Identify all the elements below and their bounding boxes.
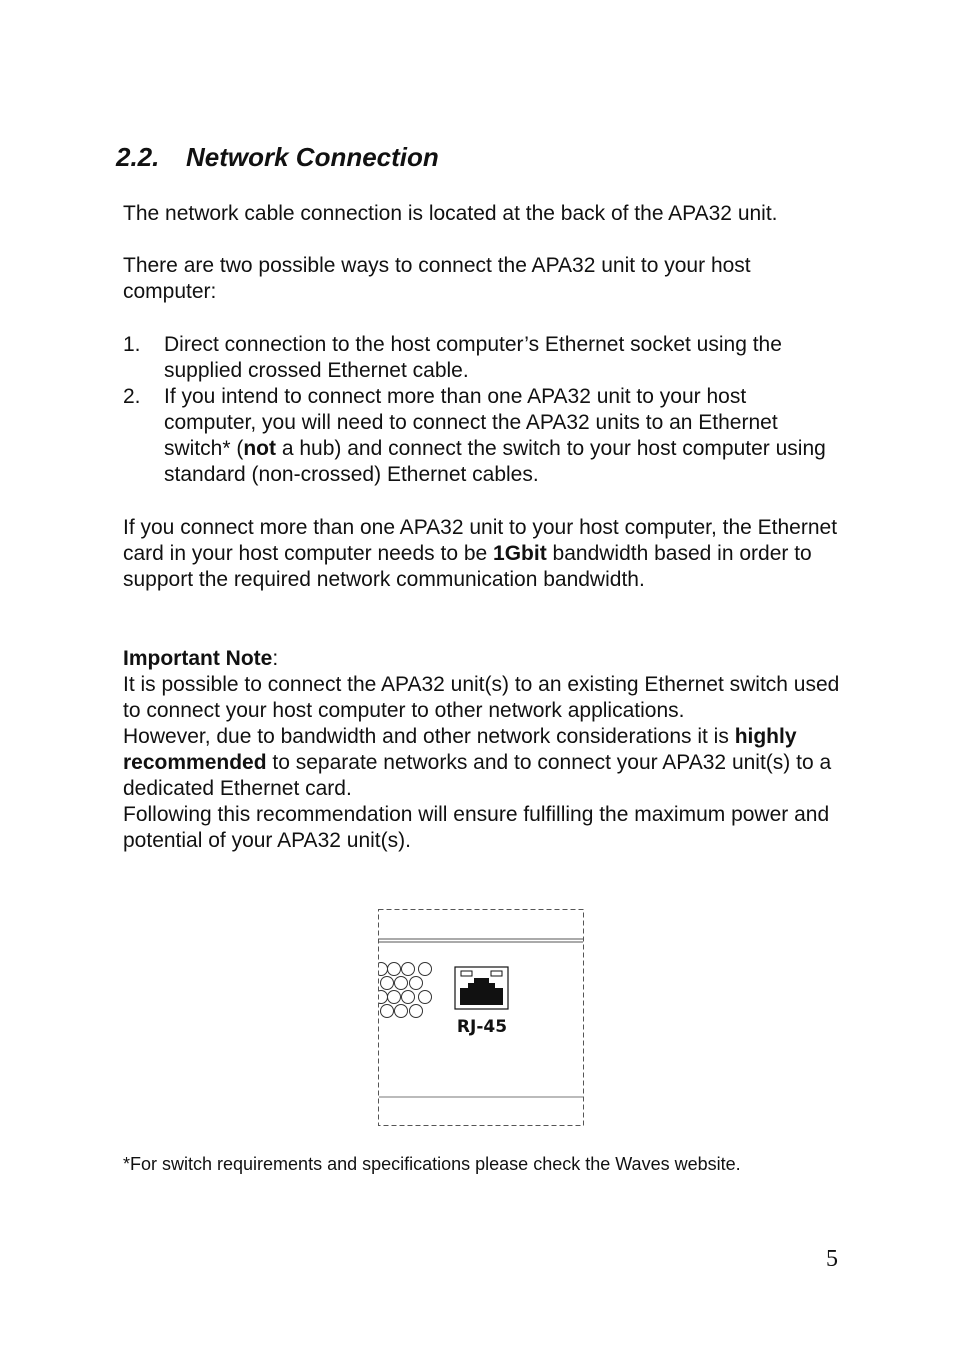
note-colon: :	[272, 647, 279, 670]
connection-ways-paragraph: There are two possible ways to connect the APA32 unit to your host computer:	[123, 254, 751, 303]
note-line-1: It is possible to connect the APA32 unit(s) to an existing Ethernet switch used to connect your host computer to other network applications.	[123, 673, 840, 722]
bandwidth-text: If you connect more than one APA32 unit to your host computer, the Ethernet card in your host computer needs to be	[123, 516, 838, 565]
important-note	[123, 646, 843, 854]
section-title: Network Connection	[186, 142, 439, 172]
list-item-text: If you intend to connect more than one APA32 unit to your host computer, you will need to connect the APA32 units to an Ethernet switch* (	[164, 385, 778, 460]
vent-holes-icon	[377, 963, 432, 1018]
connection-options-list	[123, 332, 843, 488]
list-item-emphasis: not	[243, 437, 277, 460]
rj45-port-icon	[455, 967, 508, 1009]
note-emphasis: highly recommended	[123, 725, 797, 774]
note-text: However, due to bandwidth and other network considerations it is	[123, 725, 735, 748]
note-line-3: Following this recommendation will ensure fulfilling the maximum power and potential of your APA32 unit(s).	[123, 803, 830, 852]
section-heading	[116, 142, 439, 173]
list-item-text-cont: a hub) and connect the switch to your host computer using standard (non-crossed) Ethernet cables.	[164, 437, 826, 486]
list-item	[123, 384, 843, 488]
section-number: 2.2.	[116, 142, 160, 172]
list-marker: 2.	[123, 385, 141, 408]
list-item-text: Direct connection to the host computer’s Ethernet socket using the supplied crossed Ethernet cable.	[164, 333, 782, 382]
rj45-label: RJ-45	[456, 1017, 508, 1037]
note-heading	[123, 646, 843, 672]
bandwidth-paragraph	[123, 515, 843, 593]
rear-panel-illustration	[377, 908, 585, 1127]
note-line-2	[123, 724, 843, 802]
note-label: Important Note	[123, 647, 273, 670]
intro-paragraph: The network cable connection is located at the back of the APA32 unit.	[123, 202, 778, 225]
list-item	[123, 332, 843, 384]
note-text-cont: to separate networks and to connect your APA32 unit(s) to a dedicated Ethernet card.	[123, 751, 832, 800]
page-number: 5	[826, 1246, 838, 1272]
footnote: *For switch requirements and specifications please check the Waves website.	[123, 1154, 741, 1174]
list-marker: 1.	[123, 333, 141, 356]
bandwidth-text-cont: bandwidth based in order to support the required network communication bandwidth.	[123, 542, 812, 591]
rear-panel-figure	[377, 908, 585, 1127]
bandwidth-emphasis: 1Gbit	[493, 542, 547, 565]
